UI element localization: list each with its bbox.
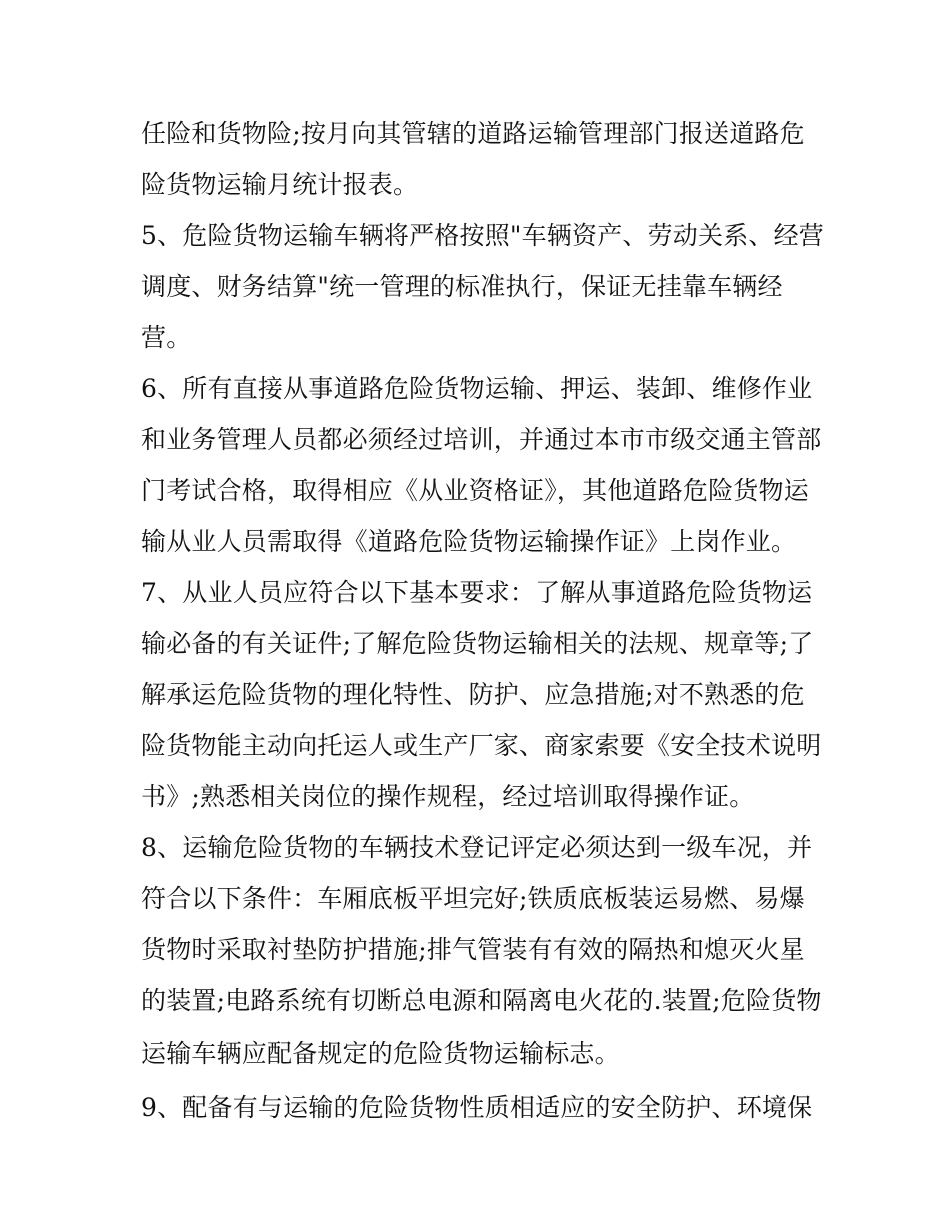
- text-line: 任险和货物险;按月向其管辖的道路运输管理部门报送道路危: [141, 119, 805, 148]
- text-line: 符合以下条件：车厢底板平坦完好;铁质底板装运易燃、易爆: [141, 884, 805, 913]
- text-line: 的装置;电路系统有切断总电源和隔离电火花的.装置;危险货物: [141, 986, 822, 1015]
- text-line: 8、运输危险货物的车辆技术登记评定必须达到一级车况，并: [141, 833, 813, 862]
- document-body: [141, 108, 825, 1133]
- text-line: 调度、财务结算"统一管理的标准执行，保证无挂靠车辆经: [141, 272, 783, 301]
- text-line: 9、配备有与运输的危险货物性质相适应的安全防护、环境保: [141, 1093, 813, 1122]
- text-line: 和业务管理人员都必须经过培训，并通过本市市级交通主管部: [141, 425, 822, 454]
- text-line: 险货物能主动向托运人或生产厂家、商家索要《安全技术说明: [141, 731, 822, 760]
- text-line: 险货物运输月统计报表。: [141, 170, 419, 199]
- text-line: 解承运危险货物的理化特性、防护、应急措施;对不熟悉的危: [141, 680, 805, 709]
- text-line: 输从业人员需取得《道路危险货物运输操作证》上岗作业。: [141, 527, 797, 556]
- text-line: 7、从业人员应符合以下基本要求：了解从事道路危险货物运: [141, 578, 813, 607]
- text-line: 输必备的有关证件;了解危险货物运输相关的法规、规章等;了: [141, 629, 814, 658]
- text-line: 货物时采取衬垫防护措施;排气管装有有效的隔热和熄灭火星: [141, 935, 805, 964]
- text-line: 书》;熟悉相关岗位的操作规程，经过培训取得操作证。: [141, 782, 755, 811]
- text-line: 5、危险货物运输车辆将严格按照"车辆资产、劳动关系、经营: [141, 221, 825, 250]
- text-line: 营。: [141, 323, 192, 352]
- text-line: 6、所有直接从事道路危险货物运输、押运、装卸、维修作业: [141, 374, 813, 403]
- text-line: 运输车辆应配备规定的危险货物运输标志。: [141, 1039, 620, 1068]
- text-line: 门考试合格，取得相应《从业资格证》，其他道路危险货物运: [141, 476, 809, 505]
